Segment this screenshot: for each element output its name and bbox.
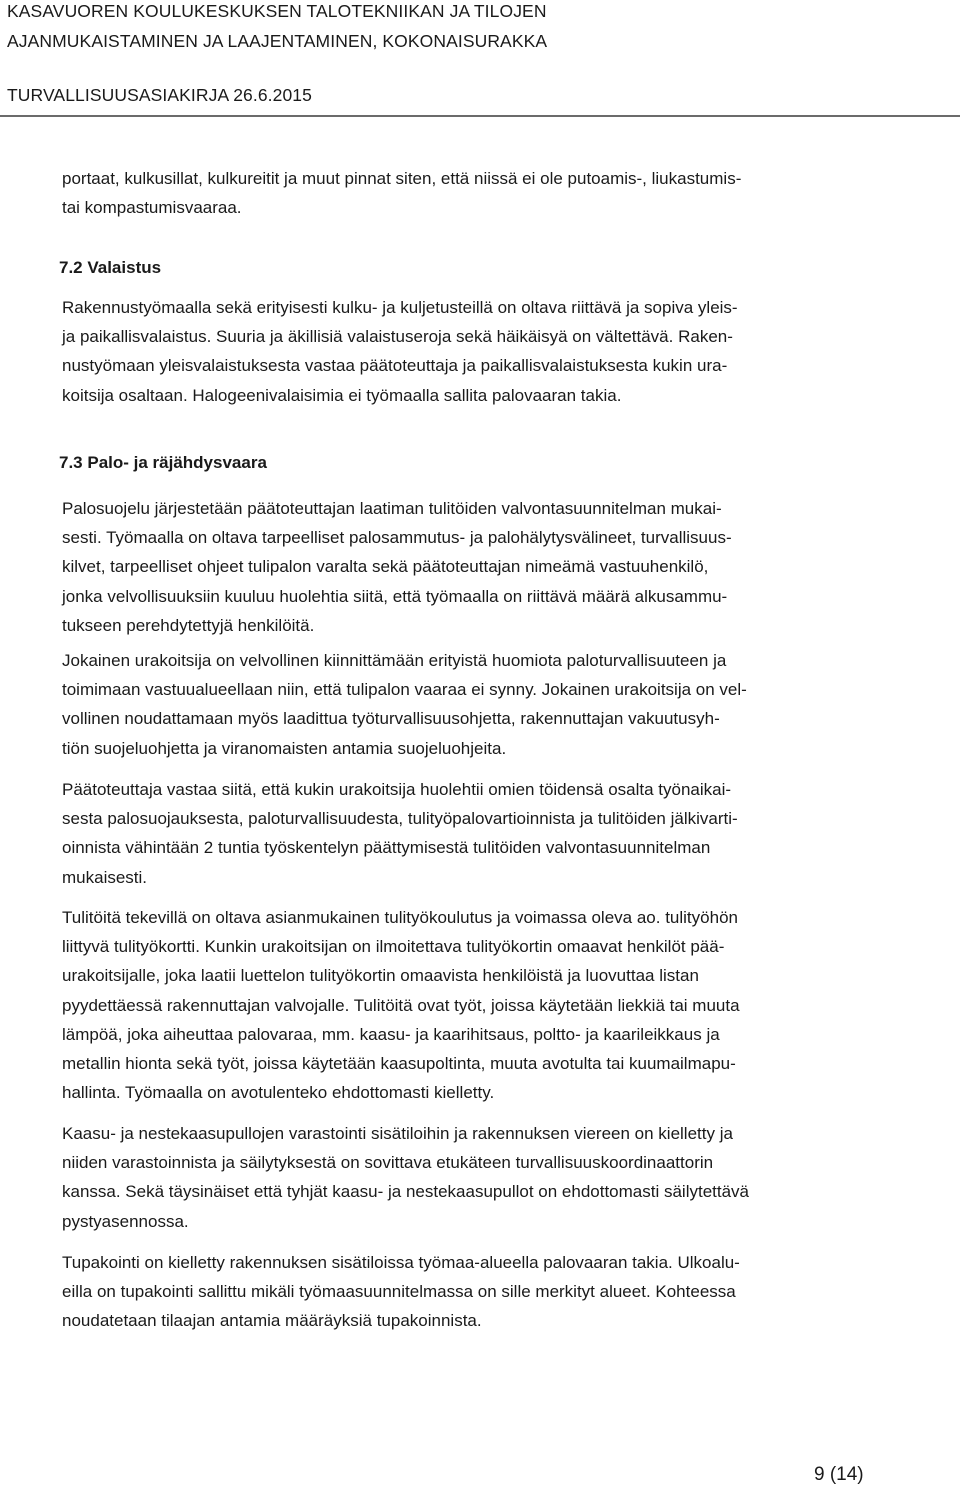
page-header [0, 0, 960, 117]
text-line: tukseen perehdytettyjä henkilöitä. [62, 615, 315, 635]
text-line: Päätoteuttaja vastaa siitä, että kukin urakoitsija huolehtii omien töidensä osalta työnaikai- [62, 780, 732, 799]
text-line: pyydettäessä rakennuttajan valvojalle. Tulitöitä ovat työt, joissa käytetään liekkiä tai muuta [62, 995, 740, 1015]
section-heading-7-2: 7.2 Valaistus [59, 258, 162, 277]
text-line: liittyvä tulityökortti. Kunkin urakoitsijan on ilmoitettava tulityökortin omaavat henkilöt pää- [62, 937, 725, 957]
text-line: Tulitöitä tekevillä on oltava asianmukainen tulityökoulutus ja voimassa oleva ao. tulityöhön [62, 908, 738, 927]
text-line: kanssa. Sekä täysinäiset että tyhjät kaasu- ja nestekaasupullot on ehdottomasti säilytettävä [62, 1182, 750, 1202]
text-line: urakoitsijalle, joka laatii luettelon tulityökortin omaavista henkilöistä ja luovuttaa listan [62, 966, 699, 986]
text-line: kilvet, tarpeelliset ohjeet tulipalon varalta sekä päätoteuttajan nimeämä vastuuhenkilö, [62, 557, 709, 577]
text-line: Rakennustyömaalla sekä erityisesti kulku- ja kuljetusteillä on oltava riittävä ja sopiva yleis- [62, 298, 738, 317]
section-7-3-paragraph-5 [62, 1119, 749, 1236]
text-line: toimimaan vastuualueellaan niin, että tulipalon vaaraa ei synny. Jokainen urakoitsija on vel- [62, 680, 747, 700]
text-line: oinnista vähintään 2 tuntia työskentelyn päättymisestä tulitöiden valvontasuunnitelman [62, 838, 711, 858]
text-line: hallinta. Työmaalla on avotulenteko ehdottomasti kielletty. [62, 1083, 495, 1103]
section-7-2-paragraph [62, 293, 738, 410]
text-line: Kaasu- ja nestekaasupullojen varastointi sisätiloihin ja rakennuksen viereen on kielletty ja [62, 1124, 733, 1143]
section-7-3-paragraph-3 [62, 775, 738, 892]
text-line: sesta palosuojauksesta, paloturvallisuudesta, tulityöpalovartioinnista ja tulitöiden jälkivarti- [62, 809, 738, 829]
text-line: niiden varastoinnista ja säilytyksestä on sovittava etukäteen turvallisuuskoordinaattorin [62, 1153, 714, 1173]
text-line: portaat, kulkusillat, kulkureitit ja muut pinnat siten, että niissä ei ole putoamis-, liukastumis- [62, 169, 742, 188]
text-line: jonka velvollisuuksiin kuuluu huolehtia siitä, että työmaalla on riittävä määrä alkusammu- [62, 586, 728, 606]
text-line: lämpöä, joka aiheuttaa palovaraa, mm. kaasu- ja kaarihitsaus, poltto- ja kaarileikkaus ja [62, 1024, 720, 1044]
text-line: eilla on tupakointi sallittu mikäli työmaasuunnitelmassa on sille merkityt alueet. Kohteessa [62, 1282, 736, 1302]
section-7-3-paragraph-6 [62, 1248, 740, 1336]
section-7-3-paragraph-1 [62, 494, 732, 640]
text-line: sesti. Työmaalla on oltava tarpeelliset palosammutus- ja palohälytysvälineet, turvallisuus- [62, 528, 732, 548]
intro-paragraph [62, 164, 741, 222]
text-line: Tupakointi on kielletty rakennuksen sisätiloissa työmaa-alueella palovaaran takia. Ulkoalu- [62, 1253, 740, 1272]
text-line: noudatetaan tilaajan antamia määräyksiä tupakoinnista. [62, 1311, 482, 1331]
text-line: koitsija osaltaan. Halogeenivalaisimia ei työmaalla sallita palovaaran takia. [62, 385, 622, 405]
text-line: tai kompastumisvaaraa. [62, 198, 242, 218]
header-divider [0, 115, 960, 117]
text-line: metallin hionta sekä työt, joissa käytetään kaasupoltinta, muuta avotulta tai kuumailmapu- [62, 1054, 736, 1074]
text-line: vollinen noudattamaan myös laadittua työturvallisuusohjetta, rakennuttajan vakuutusyh- [62, 709, 720, 729]
section-heading-7-3: 7.3 Palo- ja räjähdysvaara [59, 453, 267, 472]
header-document-date: TURVALLISUUSASIAKIRJA 26.6.2015 [7, 85, 312, 105]
header-title-line-2: AJANMUKAISTAMINEN JA LAAJENTAMINEN, KOKONAISURAKKA [7, 31, 548, 51]
text-line: tiön suojeluohjetta ja viranomaisten antamia suojeluohjeita. [62, 738, 507, 758]
page-number: 9 (14) [814, 1464, 864, 1485]
text-line: Jokainen urakoitsija on velvollinen kiinnittämään erityistä huomiota paloturvallisuuteen ja [62, 651, 727, 670]
header-title-line-1: KASAVUOREN KOULUKESKUKSEN TALOTEKNIIKAN JA TILOJEN [7, 1, 547, 21]
section-7-3-paragraph-2 [62, 646, 747, 763]
text-line: nustyömaan yleisvalaistuksesta vastaa päätoteuttaja ja paikallisvalaistuksesta kukin ura- [62, 356, 728, 376]
text-line: Palosuojelu järjestetään päätoteuttajan laatiman tulitöiden valvontasuunnitelman mukai- [62, 499, 722, 518]
text-line: pystyasennossa. [62, 1211, 189, 1231]
section-7-3-paragraph-4 [62, 903, 740, 1107]
text-line: ja paikallisvalaistus. Suuria ja äkillisiä valaistuseroja sekä häikäisyä on vältettävä. Raken- [62, 327, 733, 347]
text-line: mukaisesti. [62, 867, 148, 887]
